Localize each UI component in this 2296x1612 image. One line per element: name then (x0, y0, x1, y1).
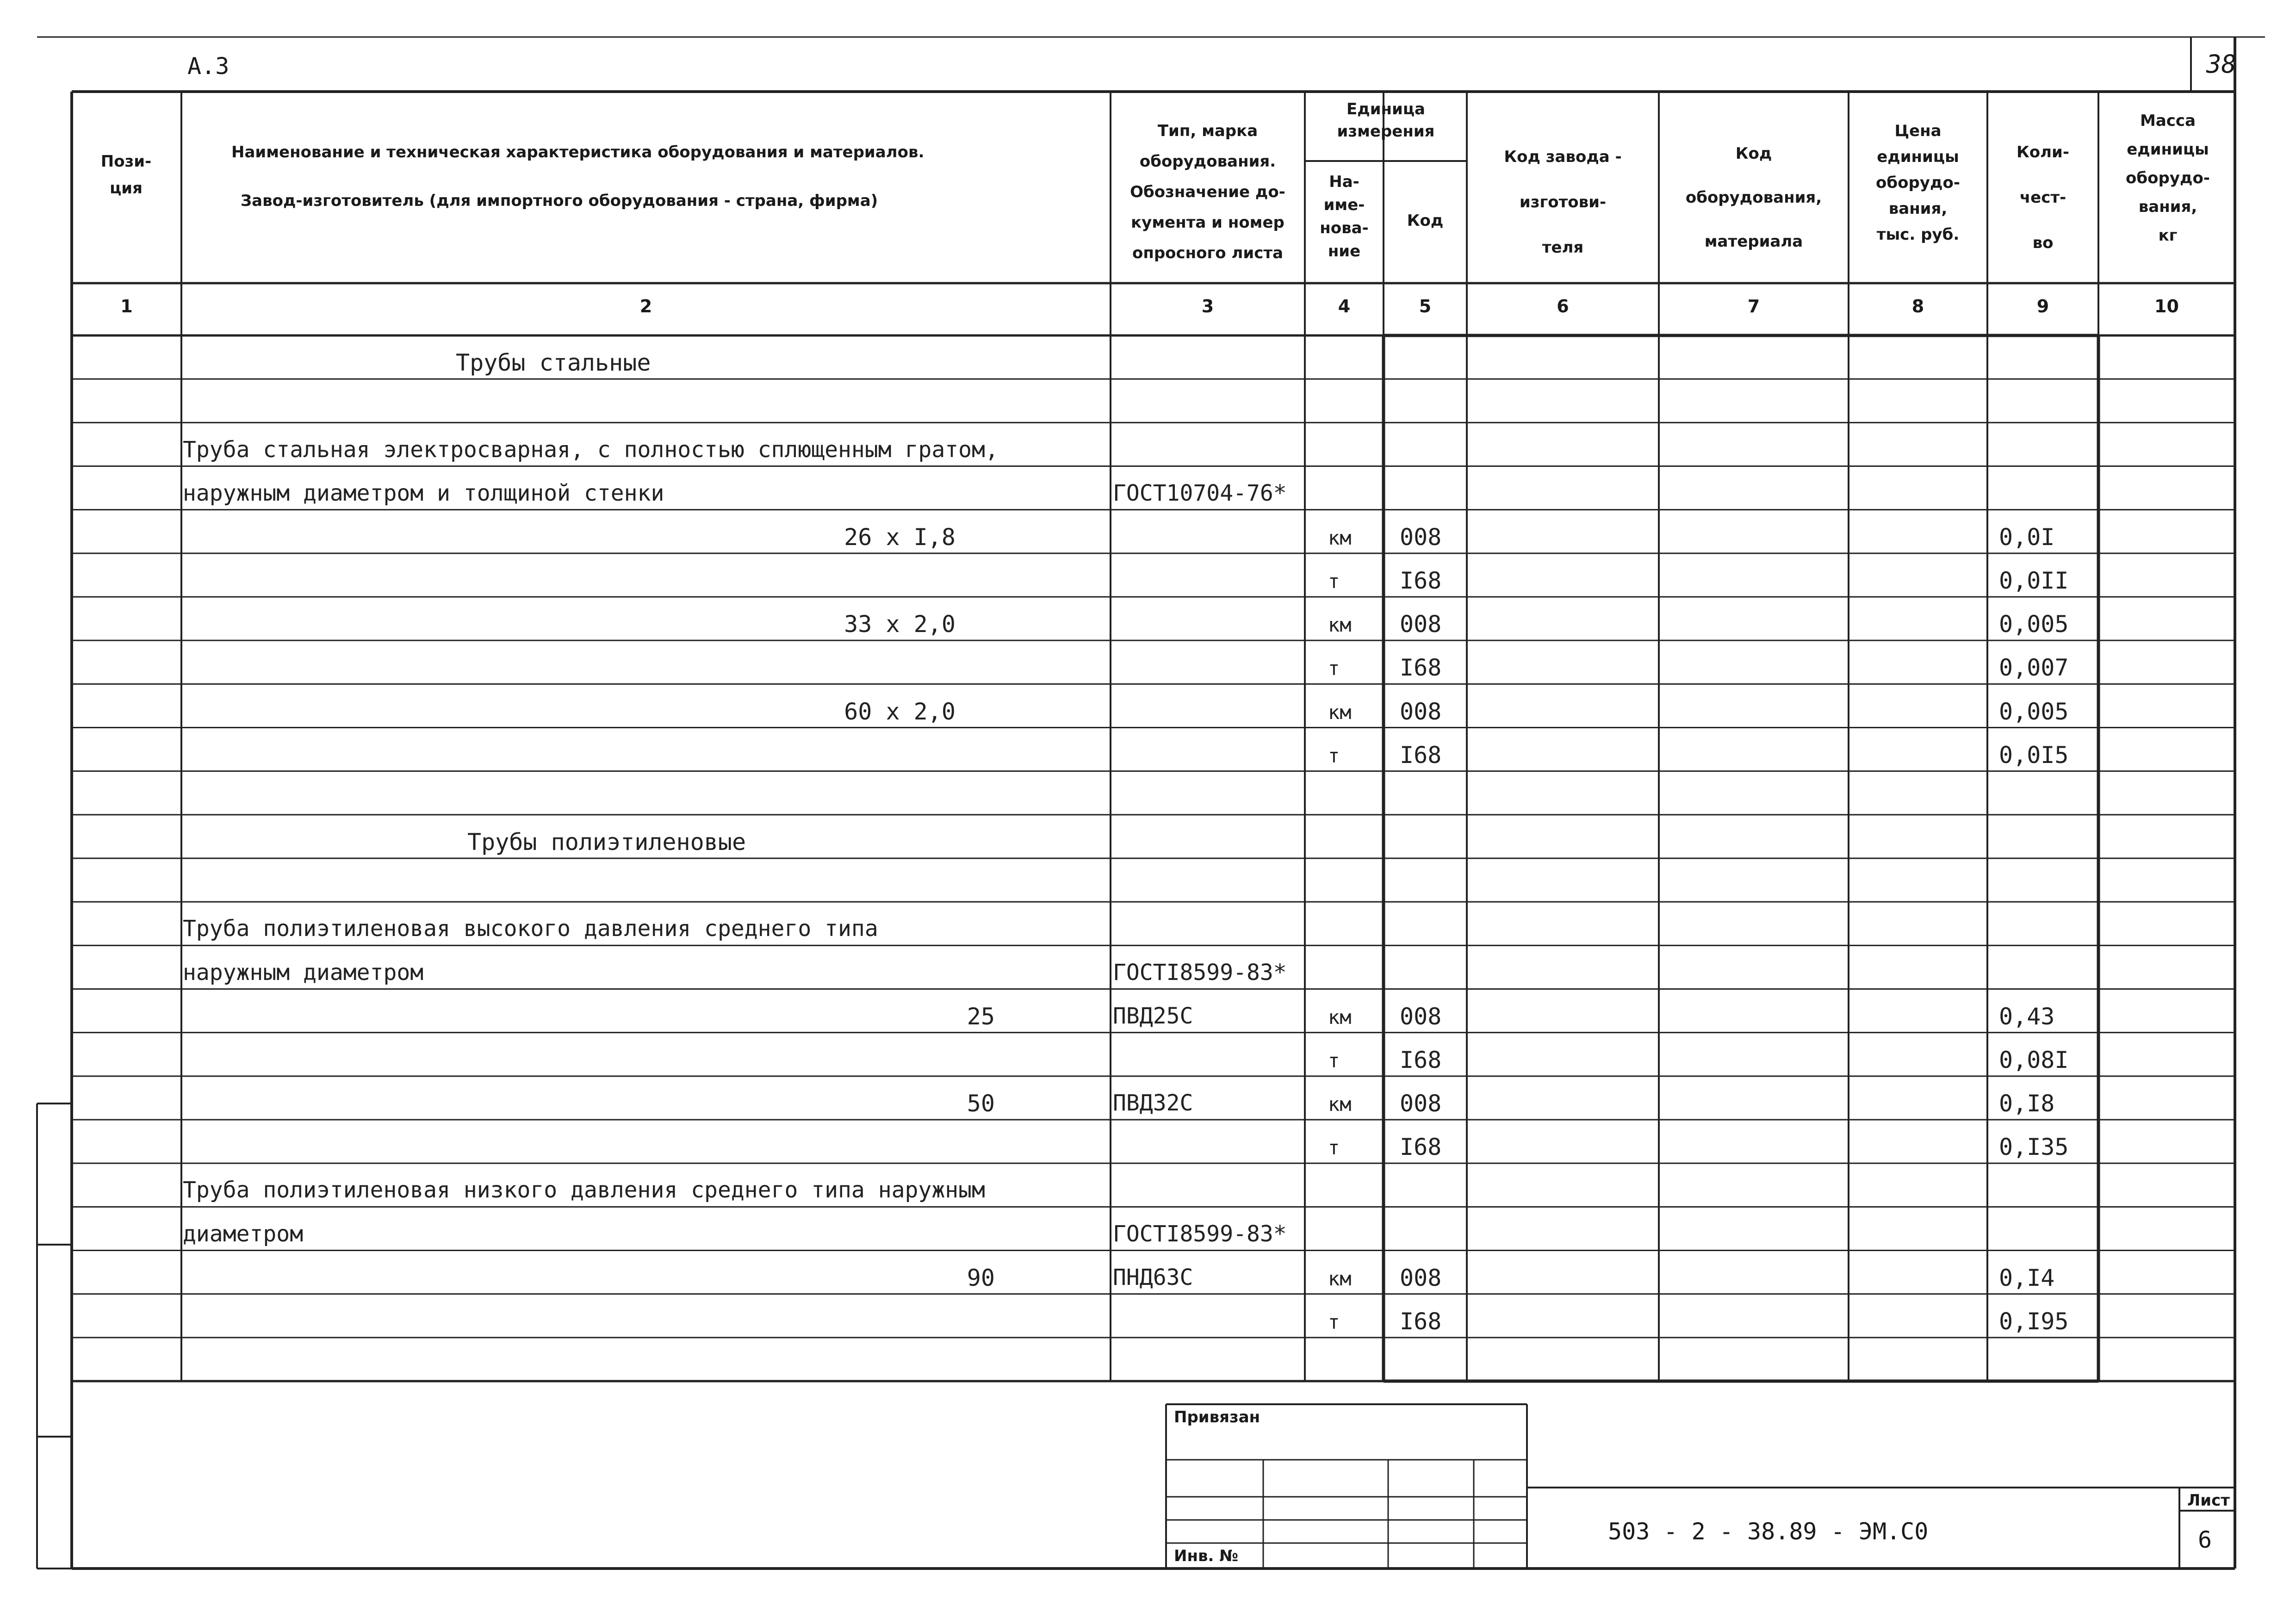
header-position: Пози- ция (100, 152, 152, 198)
quantity: 0,I35 (1999, 1134, 2069, 1161)
unit-name: т (1328, 657, 1340, 680)
type-mark: ПВД25С (1113, 1003, 1193, 1029)
header-unit-group: Единица измерения (1337, 100, 1435, 141)
pipe-size: 90 (967, 1264, 995, 1291)
unit-name: т (1328, 1049, 1340, 1072)
type-mark: ГОСТ10704-76* (1113, 480, 1287, 506)
header-name-line1: Наименование и техническая характеристика оборудования и материалов. (231, 143, 925, 161)
unit-name: т (1328, 1136, 1340, 1159)
unit-code: 008 (1400, 523, 1442, 551)
column-number: 2 (639, 296, 652, 316)
header-factory-code: Код завода - изготови- теля (1504, 148, 1622, 257)
section-title: Трубы стальные (456, 349, 651, 377)
header-quantity: Коли- чест- во (2017, 143, 2069, 252)
type-mark: ПНД63С (1113, 1264, 1193, 1290)
item-name: наружным диаметром и толщиной стенки (183, 480, 664, 506)
header-name-line2: Завод-изготовитель (для импортного оборудования - страна, фирма) (241, 192, 878, 210)
unit-name: км (1328, 1005, 1352, 1029)
unit-code: 008 (1400, 1003, 1442, 1030)
quantity: 0,I4 (1999, 1264, 2055, 1291)
column-number: 9 (2036, 296, 2049, 316)
column-number: 8 (1911, 296, 1924, 316)
unit-code: I68 (1400, 567, 1442, 594)
unit-name: т (1328, 744, 1340, 767)
quantity: 0,I95 (1999, 1308, 2069, 1335)
unit-name: км (1328, 701, 1352, 724)
stamp-linked-label: Привязан (1174, 1408, 1260, 1426)
unit-code: 008 (1400, 611, 1442, 638)
unit-name: т (1328, 570, 1340, 593)
pipe-size: 33 х 2,0 (844, 611, 956, 638)
type-mark: ГОСТI8599-83* (1113, 1221, 1287, 1247)
column-number: 7 (1747, 296, 1760, 316)
unit-name: км (1328, 614, 1352, 637)
unit-name: т (1328, 1310, 1340, 1333)
pipe-size: 60 х 2,0 (844, 698, 956, 725)
item-name: Труба полиэтиленовая высокого давления среднего типа (183, 916, 878, 942)
item-name: Труба полиэтиленовая низкого давления среднего типа наружным (183, 1177, 985, 1203)
unit-code: I68 (1400, 1308, 1442, 1335)
quantity: 0,08I (1999, 1046, 2069, 1073)
pipe-size: 50 (967, 1090, 995, 1117)
section-code: А.3 (187, 53, 230, 80)
quantity: 0,43 (1999, 1003, 2055, 1030)
pipe-size: 25 (967, 1003, 995, 1030)
unit-code: I68 (1400, 1134, 1442, 1161)
header-mass: Масса единицы оборудо- вания, кг (2126, 112, 2210, 245)
quantity: 0,0I (1999, 523, 2055, 551)
header-equipment-code: Код оборудования, материала (1685, 144, 1822, 251)
stamp-inventory-label: Инв. № (1174, 1547, 1239, 1565)
item-name: диаметром (183, 1221, 304, 1247)
quantity: 0,0I5 (1999, 741, 2069, 769)
document-code: 503 - 2 - 38.89 - ЭМ.С0 (1608, 1518, 1929, 1545)
unit-code: I68 (1400, 1046, 1442, 1073)
unit-code: I68 (1400, 741, 1442, 769)
column-number: 4 (1338, 296, 1351, 316)
header-price: Цена единицы оборудо- вания, тыс. руб. (1876, 122, 1960, 244)
quantity: 0,005 (1999, 611, 2069, 638)
unit-name: км (1328, 526, 1352, 549)
unit-name: км (1328, 1267, 1352, 1290)
section-title: Трубы полиэтиленовые (467, 829, 746, 856)
column-number: 3 (1201, 296, 1214, 316)
header-unit-name: На- име- нова- ние (1320, 173, 1369, 260)
type-mark: ПВД32С (1113, 1090, 1193, 1116)
header-type: Тип, марка оборудования. Обозначение до- кумента и номер опросного листа (1130, 122, 1285, 262)
column-number: 6 (1557, 296, 1569, 316)
page-number-top: 38 (2206, 50, 2237, 79)
item-name: Труба стальная электросварная, с полностью сплющенным гратом, (183, 436, 999, 463)
column-number: 1 (120, 296, 133, 316)
unit-name: км (1328, 1093, 1352, 1116)
column-number: 10 (2154, 296, 2179, 316)
unit-code: 008 (1400, 1090, 1442, 1117)
column-number: 5 (1419, 296, 1432, 316)
quantity: 0,005 (1999, 698, 2069, 725)
sheet-label: Лист (2187, 1491, 2230, 1510)
quantity: 0,0II (1999, 567, 2069, 594)
quantity: 0,I8 (1999, 1090, 2055, 1117)
unit-code: 008 (1400, 1264, 1442, 1291)
sheet-number: 6 (2198, 1526, 2212, 1553)
unit-code: I68 (1400, 654, 1442, 682)
pipe-size: 26 х I,8 (844, 523, 956, 551)
quantity: 0,007 (1999, 654, 2069, 682)
type-mark: ГОСТI8599-83* (1113, 959, 1287, 986)
unit-code: 008 (1400, 698, 1442, 725)
item-name: наружным диаметром (183, 959, 424, 986)
header-unit-code: Код (1407, 211, 1444, 230)
